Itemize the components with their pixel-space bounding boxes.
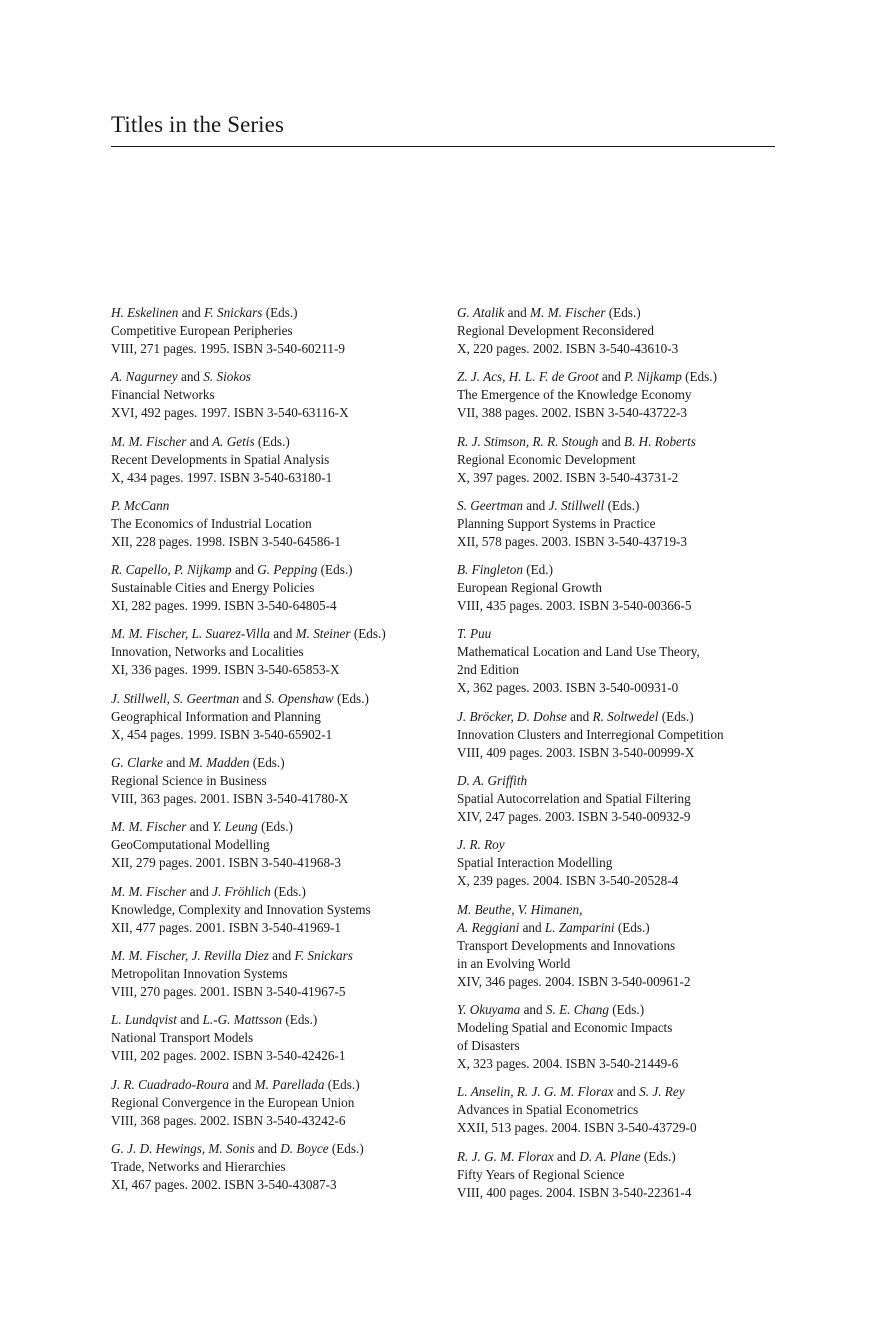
entry-title: Innovation, Networks and Localities [111,644,304,660]
entry-authors [457,433,787,451]
author-name: M. M. Fischer, J. Revilla Diez [111,947,269,963]
entry-title: European Regional Growth [457,580,603,596]
author-connector: and [269,626,296,642]
series-entry [111,433,441,487]
entry-publication-info: X, 323 pages. 2004. ISBN 3-540-21449-6 [457,1055,679,1071]
series-entry [457,1001,787,1073]
entry-authors [457,1148,787,1166]
author-connector: (Eds.) [604,497,640,513]
entry-title: The Emergence of the Knowledge Economy [457,387,692,403]
author-name: B. H. Roberts [624,433,696,449]
entry-publication-info: XXII, 513 pages. 2004. ISBN 3-540-43729-0 [457,1120,697,1136]
author-name: Z. J. Acs, H. L. F. de Groot [457,369,599,385]
author-name: M. M. Fischer [111,433,187,449]
entry-publication-info: VIII, 435 pages. 2003. ISBN 3-540-00366-5 [457,598,692,614]
entry-publication-info: XII, 228 pages. 1998. ISBN 3-540-64586-1 [111,533,342,549]
entry-title: Sustainable Cities and Energy Policies [111,580,315,596]
entry-title: Regional Economic Development [457,451,636,467]
author-connector: and [520,1001,546,1017]
entry-publication-info: VIII, 202 pages. 2002. ISBN 3-540-42426-1 [111,1048,346,1064]
title-rule [111,146,775,147]
entry-title: Planning Support Systems in Practice [457,515,656,531]
series-column-right [457,304,787,1212]
author-name: D. A. Plane [579,1148,641,1164]
entry-authors [111,1076,441,1094]
entry-title: Regional Convergence in the European Union [111,1094,355,1110]
entry-publication-info: VIII, 363 pages. 2001. ISBN 3-540-41780-X [111,791,349,807]
author-name: M. Madden [188,755,250,771]
author-connector: (Eds.) [328,1140,364,1156]
author-name: F. Snickars [204,305,263,320]
author-connector: and [186,883,213,899]
series-entry [457,304,787,358]
author-name: L. Anselin, R. J. G. M. Florax [457,1084,614,1100]
author-connector: (Eds.) [270,883,306,899]
author-name: P. McCann [111,497,170,513]
author-connector: (Eds.) [324,1076,360,1092]
entry-title: Innovation Clusters and Interregional Competition [457,726,724,742]
entry-title: 2nd Edition [457,662,519,678]
author-connector: and [254,1140,281,1156]
author-connector: and [163,755,189,771]
author-name: J. Fröhlich [212,883,271,899]
author-connector: (Eds.) [282,1012,318,1028]
entry-authors [457,497,787,515]
entry-publication-info: VIII, 271 pages. 1995. ISBN 3-540-60211-9 [111,341,345,356]
series-entry [457,1148,787,1202]
series-entry [111,947,441,1001]
series-entry [457,901,787,991]
series-entry [457,433,787,487]
entry-title: National Transport Models [111,1030,254,1046]
entry-title: Regional Science in Business [111,773,267,789]
author-name: D. Boyce [280,1140,329,1156]
entry-authors [457,561,787,579]
author-name: M. Steiner [295,626,351,642]
author-name: M. Beuthe, V. Himanen, [457,901,583,917]
author-connector: and [613,1084,640,1100]
author-connector: (Eds.) [350,626,386,642]
entry-publication-info: VIII, 409 pages. 2003. ISBN 3-540-00999-X [457,744,695,760]
author-connector: and [228,1076,255,1092]
author-name: M. M. Fischer [530,305,606,320]
author-name: H. Eskelinen [111,305,179,320]
entry-authors [457,708,787,726]
author-name: M. M. Fischer [111,883,187,899]
entry-publication-info: X, 362 pages. 2003. ISBN 3-540-00931-0 [457,680,679,696]
entry-title: of Disasters [457,1037,520,1053]
entry-title: in an Evolving World [457,955,571,971]
series-entry [457,625,787,697]
author-name: S. Geertman [457,497,523,513]
entry-title: Mathematical Location and Land Use Theory, [457,644,700,660]
author-connector: and [553,1148,580,1164]
author-name: M. M. Fischer [111,819,187,835]
entry-authors [111,561,441,579]
author-name: G. J. D. Hewings, M. Sonis [111,1140,255,1156]
series-entry [111,1076,441,1130]
author-connector: (Ed.) [522,562,553,578]
entry-title: Geographical Information and Planning [111,708,321,724]
author-name: J. Stillwell, S. Geertman [111,690,240,706]
author-connector: and [504,305,531,320]
entry-authors [111,1011,441,1029]
entry-publication-info: X, 220 pages. 2002. ISBN 3-540-43610-3 [457,341,679,356]
entry-authors [457,625,787,643]
author-name: R. Soltwedel [592,708,659,724]
author-connector: and [566,708,593,724]
entry-authors [457,901,787,919]
author-connector: (Eds.) [254,433,290,449]
author-name: G. Atalik [457,305,505,320]
entry-title: Modeling Spatial and Economic Impacts [457,1019,673,1035]
entry-publication-info: VIII, 270 pages. 2001. ISBN 3-540-41967-5 [111,983,346,999]
entry-publication-info: XI, 336 pages. 1999. ISBN 3-540-65853-X [111,662,340,678]
series-entry [111,368,441,422]
entry-publication-info: VIII, 400 pages. 2004. ISBN 3-540-22361-4 [457,1184,692,1200]
author-connector: (Eds.) [658,708,694,724]
author-name: S. Siokos [203,369,251,385]
author-name: M. M. Fischer, L. Suarez-Villa [111,626,270,642]
author-connector: and [186,433,213,449]
entry-authors [457,368,787,386]
entry-authors [111,497,441,515]
author-connector: (Eds.) [262,305,298,320]
entry-title: Competitive European Peripheries [111,323,293,338]
entry-publication-info: X, 239 pages. 2004. ISBN 3-540-20528-4 [457,873,679,889]
author-connector: and [177,369,204,385]
author-name: J. Bröcker, D. Dohse [457,708,567,724]
entry-publication-info: X, 454 pages. 1999. ISBN 3-540-65902-1 [111,726,333,742]
author-name: R. Capello, P. Nijkamp [111,562,232,578]
author-connector: and [519,919,545,935]
author-name: S. Openshaw [264,690,334,706]
series-entry [111,818,441,872]
entry-authors [111,690,441,708]
author-connector: (Eds.) [317,562,353,578]
author-name: Y. Okuyama [457,1001,521,1017]
page-title: Titles in the Series [111,112,285,137]
author-connector: (Eds.) [333,690,369,706]
author-connector: (Eds.) [257,819,293,835]
entry-title: Fifty Years of Regional Science [457,1166,625,1182]
entry-title: Metropolitan Innovation Systems [111,965,288,981]
entry-publication-info: X, 434 pages. 1997. ISBN 3-540-63180-1 [111,469,333,485]
entry-authors [111,754,441,772]
entry-publication-info: XI, 467 pages. 2002. ISBN 3-540-43087-3 [111,1176,337,1192]
entry-publication-info: XII, 578 pages. 2003. ISBN 3-540-43719-3 [457,533,688,549]
author-name: G. Clarke [111,755,164,771]
entry-authors [457,836,787,854]
series-entry [111,883,441,937]
author-connector: (Eds.) [681,369,717,385]
entry-authors [111,883,441,901]
entry-authors [111,818,441,836]
series-entry [111,304,441,358]
author-name: M. Parellada [254,1076,325,1092]
entry-title: Trade, Networks and Hierarchies [111,1158,286,1174]
entry-title: Spatial Autocorrelation and Spatial Filtering [457,791,691,807]
entry-authors [111,368,441,386]
series-entry [111,1011,441,1065]
author-connector: and [598,369,625,385]
author-name: F. Snickars [294,947,353,963]
entry-authors [111,625,441,643]
author-name: R. J. G. M. Florax [457,1148,554,1164]
author-name: R. J. Stimson, R. R. Stough [457,433,599,449]
author-connector: (Eds.) [608,1001,645,1017]
entry-publication-info: XIV, 346 pages. 2004. ISBN 3-540-00961-2 [457,973,691,989]
entry-authors [457,919,787,937]
series-entry [111,690,441,744]
entry-title: The Economics of Industrial Location [111,515,312,531]
author-name: L. Lundqvist [111,1012,177,1028]
series-entry [457,708,787,762]
author-name: D. A. Griffith [457,773,528,789]
entry-title: Transport Developments and Innovations [457,937,676,953]
author-name: J. R. Cuadrado-Roura [111,1076,229,1092]
author-connector: and [522,497,549,513]
author-name: A. Nagurney [111,369,178,385]
series-entry [111,754,441,808]
entry-publication-info: XIV, 247 pages. 2003. ISBN 3-540-00932-9 [457,809,691,825]
series-entry [457,1083,787,1137]
author-name: T. Puu [457,626,492,642]
entry-authors [457,1083,787,1101]
series-entry [111,625,441,679]
entry-title: Financial Networks [111,387,215,403]
author-name: S. J. Rey [639,1084,685,1100]
entry-publication-info: XI, 282 pages. 1999. ISBN 3-540-64805-4 [111,598,337,614]
author-name: A. Reggiani [457,919,520,935]
entry-publication-info: VIII, 368 pages. 2002. ISBN 3-540-43242-6 [111,1112,346,1128]
entry-publication-info: XVI, 492 pages. 1997. ISBN 3-540-63116-X [111,405,349,421]
author-connector: and [176,1012,203,1028]
entry-publication-info: XII, 477 pages. 2001. ISBN 3-540-41969-1 [111,919,342,935]
author-connector: and [186,819,213,835]
author-name: A. Getis [212,433,255,449]
series-entry [111,561,441,615]
author-name: Y. Leung [212,819,258,835]
entry-authors [457,1001,787,1019]
entry-publication-info: XII, 279 pages. 2001. ISBN 3-540-41968-3 [111,855,342,871]
series-entry [457,497,787,551]
author-name: P. Nijkamp [624,369,682,385]
author-name: J. Stillwell [548,497,605,513]
author-name: S. E. Chang [545,1001,609,1017]
author-connector: (Eds.) [605,305,641,320]
entry-authors [111,1140,441,1158]
author-connector: and [178,305,205,320]
author-name: B. Fingleton [457,562,523,578]
entry-title: Regional Development Reconsidered [457,323,655,338]
author-connector: and [598,433,625,449]
entry-publication-info: VII, 388 pages. 2002. ISBN 3-540-43722-3 [457,405,688,421]
author-connector: (Eds.) [640,1148,676,1164]
series-entry [457,772,787,826]
author-name: J. R. Roy [457,837,505,853]
entry-title: Spatial Interaction Modelling [457,855,613,871]
entry-authors [457,772,787,790]
series-entry [457,836,787,890]
entry-authors [457,304,787,322]
author-name: L. Zamparini [544,919,615,935]
author-connector: and [239,690,265,706]
author-name: G. Pepping [257,562,318,578]
entry-authors [111,947,441,965]
entry-title: Recent Developments in Spatial Analysis [111,451,330,467]
entry-title: GeoComputational Modelling [111,837,270,853]
series-entry [111,1140,441,1194]
entry-title: Advances in Spatial Econometrics [457,1102,639,1118]
series-column-left [111,304,441,1204]
author-connector: and [231,562,258,578]
author-connector: (Eds.) [249,755,285,771]
author-name: L.-G. Mattsson [202,1012,283,1028]
entry-publication-info: X, 397 pages. 2002. ISBN 3-540-43731-2 [457,469,679,485]
author-connector: and [268,947,295,963]
series-entry [457,368,787,422]
entry-authors [111,304,441,322]
series-entry [457,561,787,615]
entry-authors [111,433,441,451]
entry-title: Knowledge, Complexity and Innovation Systems [111,901,371,917]
author-connector: (Eds.) [614,919,650,935]
series-entry [111,497,441,551]
